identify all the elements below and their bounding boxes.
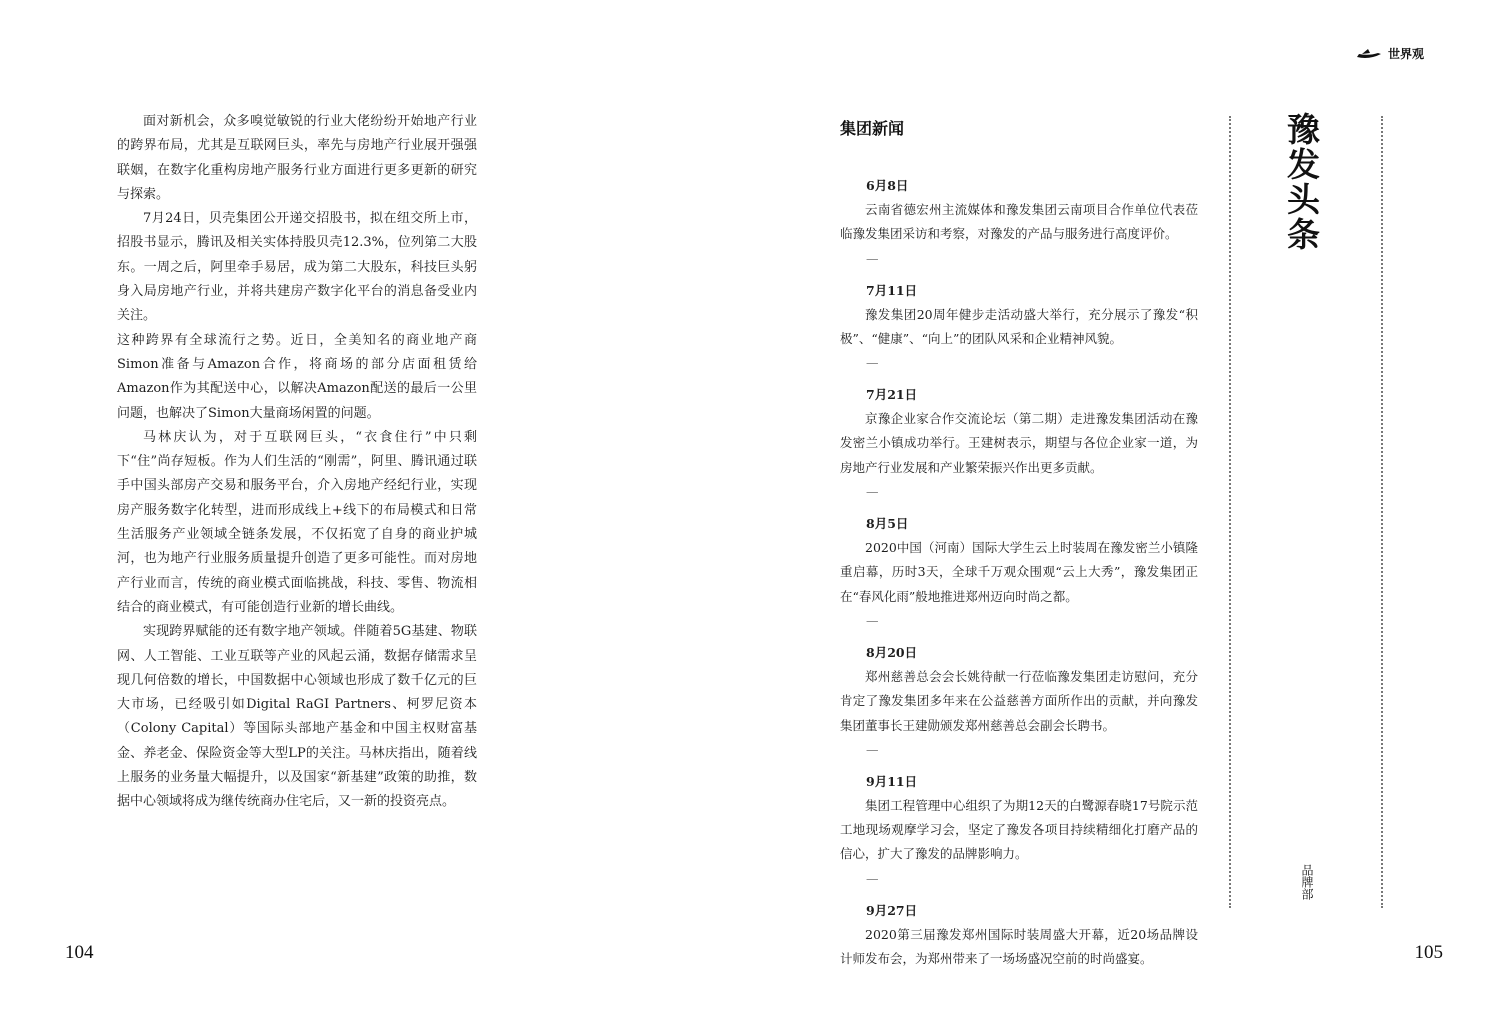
page-number-right: 105 — [1414, 942, 1443, 963]
news-text: 集团工程管理中心组织了为期12天的白鹭源春晓17号院示范工地现场观摩学习会，坚定了豫发各项目持续精细化打磨产品的信心，扩大了豫发的品牌影响力。 — [840, 797, 1198, 862]
decorative-dotted-line — [1229, 116, 1231, 908]
news-date: 7月11日 — [866, 282, 918, 298]
article-paragraph: 马林庆认为，对于互联网巨头，“衣食住行”中只剩下“住”尚存短板。作为人们生活的“刚需”，阿里、腾讯通过联手中国头部房产交易和服务平台，介入房地产经纪行业，实现房产服务数字化转型，进而形成线上+线下的布局模式和日常生活服务产业领域全链条发展，不仅拓宽了自身的商业护城河，也为地产行业服务质量提升创造了更多可能性。而对房地产行业而言，传统的商业模式面临挑战，科技、零售、物流相结合的商业模式，有可能创造行业新的增长曲线。 — [117, 429, 477, 615]
news-text: 云南省德宏州主流媒体和豫发集团云南项目合作单位代表莅临豫发集团采访和考察，对豫发的产品与服务进行高度评价。 — [840, 202, 1198, 242]
news-text: 郑州慈善总会会长姚待献一行莅临豫发集团走访慰问，充分肯定了豫发集团多年来在公益慈善方面所作出的贡献，并向豫发集团董事长王建勋颁发郑州慈善总会副会长聘书。 — [840, 668, 1198, 733]
column-name: 世界观 — [1388, 47, 1425, 61]
news-separator: — — [866, 612, 879, 628]
news-item — [840, 174, 1198, 271]
news-date: 8月5日 — [866, 516, 909, 532]
news-separator: — — [866, 741, 879, 757]
column-header — [1356, 45, 1424, 62]
news-item — [840, 770, 1198, 891]
news-date: 7月21日 — [866, 387, 918, 403]
news-separator: — — [866, 484, 879, 500]
news-item — [840, 512, 1198, 633]
department-label: 品牌部 — [1300, 864, 1314, 900]
news-item — [840, 641, 1198, 762]
news-separator: — — [866, 250, 879, 266]
page-number-left: 104 — [65, 942, 94, 963]
article-paragraph: 7月24日，贝壳集团公开递交招股书，拟在纽交所上市，招股书显示，腾讯及相关实体持股贝壳12.3%，位列第二大股东。一周之后，阿里牵手易居，成为第二大股东，科技巨头躬身入局房地产行业，并将共建房产数字化平台的消息备受业内关注。 — [117, 211, 477, 324]
article-paragraph: 实现跨界赋能的还有数字地产领域。伴随着5G基建、物联网、人工智能、工业互联等产业的风起云涌，数据存储需求呈现几何倍数的增长，中国数据中心领域也形成了数千亿元的巨大市场，已经吸引如Digital RaGI Partners、柯罗尼资本（Colony Capital）等国际头部地产基金和中国主权财富基金、养老金、保险资金等大型LP的关注。马林庆指出，随着线上服务的业务量大幅提升，以及国家“新基建”政策的助推，数据中心领域将成为继传统商办住宅后，又一新的投资亮点。 — [117, 624, 477, 810]
article-paragraph: 面对新机会，众多嗅觉敏锐的行业大佬纷纷开始地产行业的跨界布局，尤其是互联网巨头，率先与房地产行业展开强强联姻，在数字化重构房地产服务行业方面进行更多更新的研究与探索。 — [117, 114, 477, 202]
news-separator: — — [866, 355, 879, 371]
vertical-column-title: 豫发头条 — [1282, 112, 1321, 252]
decorative-dotted-line — [1381, 116, 1383, 908]
news-list — [840, 174, 1198, 971]
news-separator: — — [866, 870, 879, 886]
section-title: 集团新闻 — [840, 119, 905, 138]
article-body — [117, 110, 477, 815]
news-text: 京豫企业家合作交流论坛（第二期）走进豫发集团活动在豫发密兰小镇成功举行。王建树表示，期望与各位企业家一道，为房地产行业发展和产业繁荣振兴作出更多贡献。 — [840, 411, 1198, 475]
news-item — [840, 279, 1198, 376]
article-paragraph: 这种跨界有全球流行之势。近日，全美知名的商业地产商Simon准备与Amazon合作，将商场的部分店面租赁给Amazon作为其配送中心，以解决Amazon配送的最后一公里问题，也解决了Simon大量商场闲置的问题。 — [117, 332, 477, 421]
news-text: 2020中国（河南）国际大学生云上时装周在豫发密兰小镇隆重启幕，历时3天，全球千万观众围观“云上大秀”，豫发集团正在“春风化雨”般地推进郑州迈向时尚之都。 — [840, 540, 1198, 604]
news-item — [840, 383, 1198, 504]
news-text: 2020第三届豫发郑州国际时装周盛大开幕，近20场品牌设计师发布会，为郑州带来了一场场盛况空前的时尚盛宴。 — [840, 926, 1198, 967]
news-item — [840, 899, 1198, 972]
news-text: 豫发集团20周年健步走活动盛大举行，充分展示了豫发“积极”、“健康”、“向上”的团队风采和企业精神风貌。 — [840, 306, 1198, 346]
news-date: 9月11日 — [866, 773, 918, 789]
news-date: 8月20日 — [866, 644, 918, 660]
news-date: 9月27日 — [866, 902, 918, 918]
right-page — [750, 0, 1500, 1025]
boat-logo-icon — [1356, 48, 1382, 60]
news-date: 6月8日 — [866, 178, 909, 193]
